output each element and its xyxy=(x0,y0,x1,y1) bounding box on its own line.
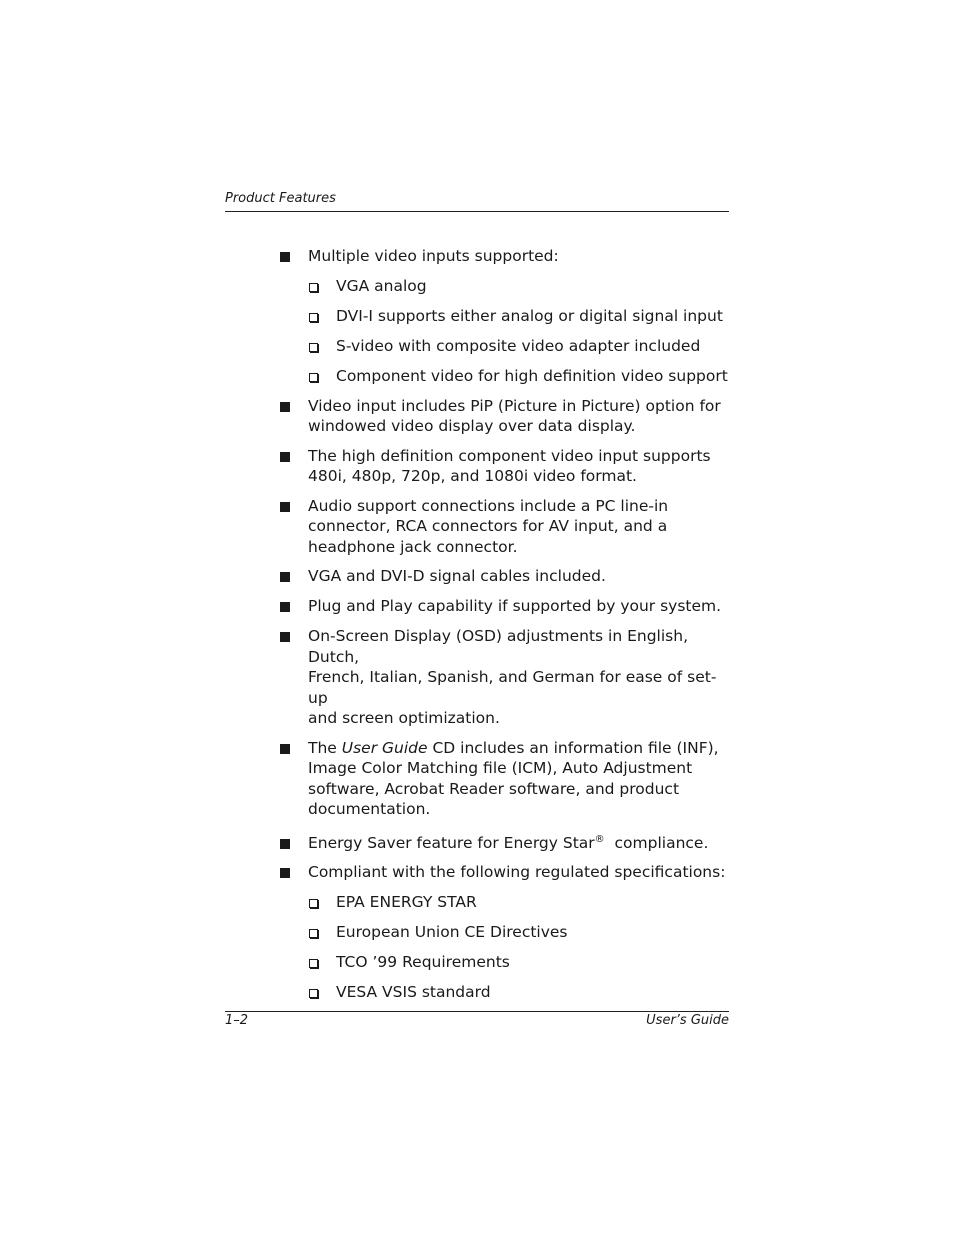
box-bullet-icon xyxy=(309,929,318,938)
feature-list xyxy=(280,245,730,1003)
square-bullet-icon xyxy=(280,402,290,412)
list-item: On-Screen Display (OSD) adjustments in English, Dutch, French, Italian, Spanish, and German for ease of set-up and screen optimization. xyxy=(280,626,730,729)
list-item: Multiple video inputs supported: xyxy=(280,246,730,267)
sub-list-item: VESA VSIS standard xyxy=(280,982,730,1003)
doc-title-italic: User Guide xyxy=(341,738,428,757)
list-item: Plug and Play capability if supported by your system. xyxy=(280,596,730,617)
registered-mark: ® xyxy=(594,833,605,845)
list-item: The high definition component video input supports 480i, 480p, 720p, and 1080i video format. xyxy=(280,446,730,487)
list-item: VGA and DVI-D signal cables included. xyxy=(280,566,730,587)
square-bullet-icon xyxy=(280,572,290,582)
sub-list-item: EPA ENERGY STAR xyxy=(280,892,730,913)
sub-list-item: S-video with composite video adapter included xyxy=(280,336,730,357)
sub-list-item: TCO ’99 Requirements xyxy=(280,952,730,973)
list-item: Compliant with the following regulated specifications: xyxy=(280,862,730,883)
sub-list-item: European Union CE Directives xyxy=(280,922,730,943)
square-bullet-icon xyxy=(280,839,290,849)
list-item: Energy Saver feature for Energy Star® compliance. xyxy=(280,833,730,854)
list-item: The User Guide CD includes an information file (INF), Image Color Matching file (ICM), Auto Adjustment software, Acrobat Reader software, and product documentation. xyxy=(280,738,730,820)
list-item: Video input includes PiP (Picture in Picture) option for windowed video display over data display. xyxy=(280,396,730,437)
footer-rule xyxy=(225,1011,729,1012)
sub-list-item: VGA analog xyxy=(280,276,730,297)
box-bullet-icon xyxy=(309,899,318,908)
box-bullet-icon xyxy=(309,313,318,322)
header-rule xyxy=(225,211,729,212)
square-bullet-icon xyxy=(280,452,290,462)
page-number: 1–2 xyxy=(225,1013,249,1028)
running-header: Product Features xyxy=(225,191,336,206)
square-bullet-icon xyxy=(280,502,290,512)
running-footer-title: User’s Guide xyxy=(646,1013,729,1028)
sub-list-item: Component video for high definition video support xyxy=(280,366,730,387)
box-bullet-icon xyxy=(309,343,318,352)
square-bullet-icon xyxy=(280,602,290,612)
square-bullet-icon xyxy=(280,632,290,642)
square-bullet-icon xyxy=(280,868,290,878)
square-bullet-icon xyxy=(280,744,290,754)
list-item: Audio support connections include a PC line-in connector, RCA connectors for AV input, and a headphone jack connector. xyxy=(280,496,730,558)
sub-list-item: DVI-I supports either analog or digital signal input xyxy=(280,306,730,327)
box-bullet-icon xyxy=(309,373,318,382)
box-bullet-icon xyxy=(309,989,318,998)
box-bullet-icon xyxy=(309,959,318,968)
square-bullet-icon xyxy=(280,252,290,262)
box-bullet-icon xyxy=(309,283,318,292)
